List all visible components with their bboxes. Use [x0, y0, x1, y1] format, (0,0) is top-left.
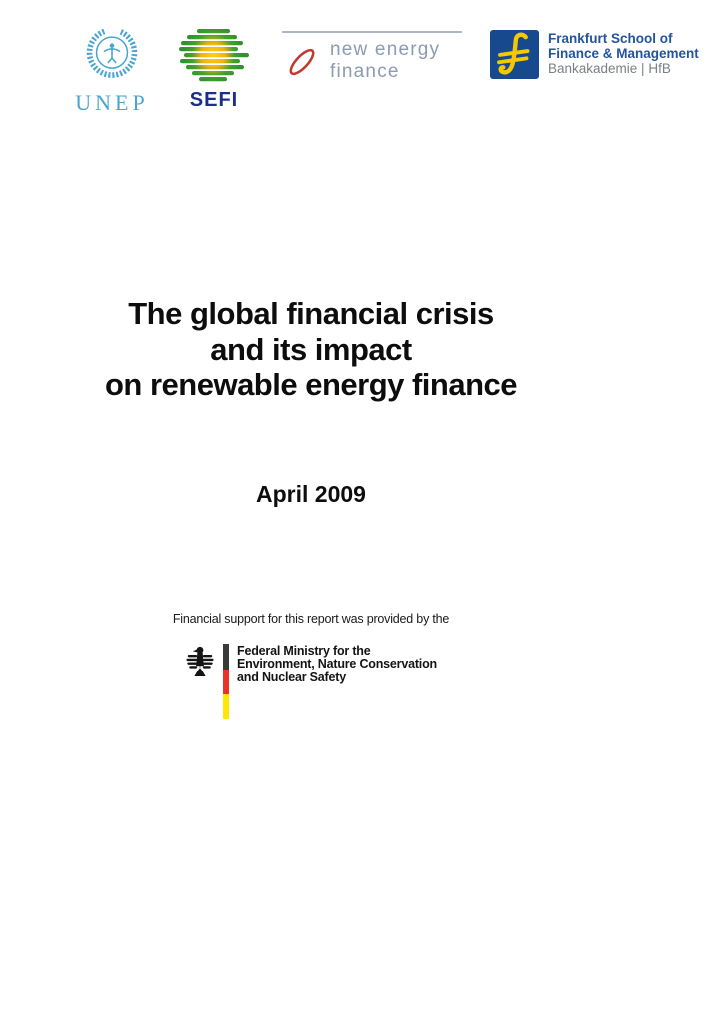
ministry-block	[0, 644, 622, 724]
support-caption: Financial support for this report was provided by the	[172, 612, 450, 626]
frankfurt-school-logo	[490, 30, 699, 79]
ministry-line3: and Nuclear Safety	[237, 670, 346, 684]
unep-emblem-icon	[82, 70, 142, 87]
report-title	[0, 296, 622, 403]
nef-line2: finance	[330, 61, 400, 82]
frankfurt-line2: Finance & Management	[548, 46, 699, 61]
frankfurt-school-mark-icon	[490, 30, 539, 79]
sefi-logo	[177, 29, 251, 112]
nef-rule	[282, 31, 462, 33]
german-flag-bar-icon	[223, 644, 229, 724]
ministry-line2: Environment, Nature Conservation	[237, 657, 437, 671]
frankfurt-line3: Bankakademie | HfB	[548, 61, 671, 76]
frankfurt-school-text	[548, 30, 699, 76]
sefi-sphere-icon	[179, 69, 249, 86]
ministry-name	[237, 644, 437, 684]
unep-logo-label: UNEP	[75, 90, 149, 115]
frankfurt-line1: Frankfurt School of	[548, 31, 673, 46]
nef-logo-text	[330, 39, 440, 83]
nef-line1: new energy	[330, 39, 441, 60]
nef-ellipse-icon	[282, 39, 322, 90]
new-energy-finance-logo	[282, 31, 462, 90]
title-line3: on renewable energy finance	[104, 367, 518, 402]
federal-eagle-icon	[185, 645, 215, 683]
title-line2: and its impact	[210, 331, 412, 367]
ministry-line1: Federal Ministry for the	[237, 644, 371, 658]
title-line1: The global financial crisis	[128, 296, 494, 331]
unep-logo	[66, 26, 158, 116]
report-date: April 2009	[256, 481, 366, 507]
sefi-logo-label: SEFI	[189, 89, 239, 111]
